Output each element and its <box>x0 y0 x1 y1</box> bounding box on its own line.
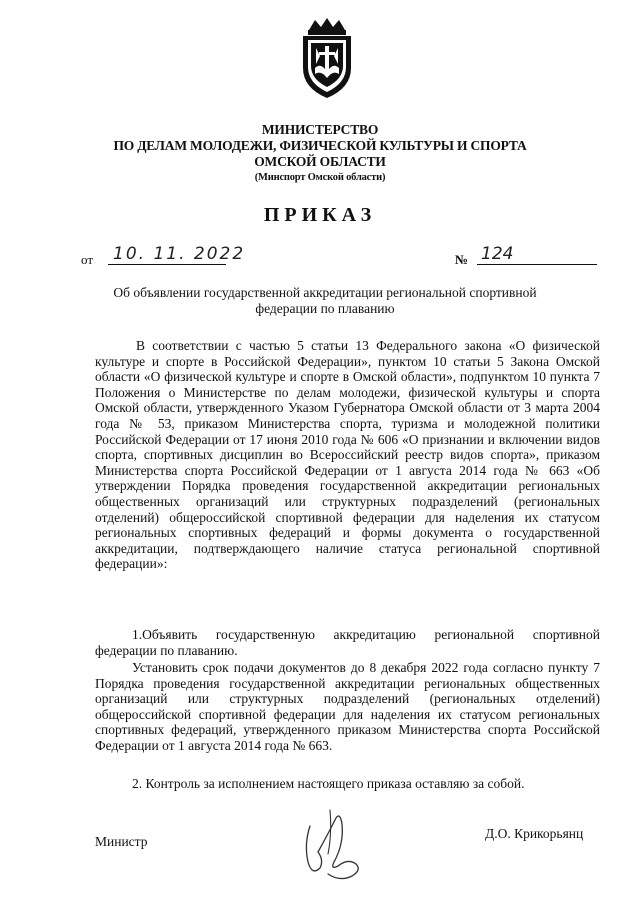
signer-name: Д.О. Крикорьянц <box>485 826 584 841</box>
number-prefix-label: № <box>455 252 469 267</box>
order-subject: Об объявлении государственной аккредитации региональной спортивной федерации по плаванию <box>113 285 537 316</box>
date-underline <box>108 264 226 265</box>
ministry-title-line1: МИНИСТЕРСТВО <box>261 122 379 137</box>
document-type-title: ПРИКАЗ <box>263 204 377 226</box>
date-value: 10. 11. 2022 <box>113 244 246 264</box>
number-underline <box>477 264 597 265</box>
handwritten-signature <box>290 804 380 884</box>
coat-of-arms-icon <box>295 16 359 100</box>
signer-role: Министр <box>95 834 148 849</box>
item-1-paragraph: 1.Объявить государственную аккредитацию региональной спортивной федерации по плаванию. <box>95 627 600 658</box>
ministry-title-line2: ПО ДЕЛАМ МОЛОДЕЖИ, ФИЗИЧЕСКОЙ КУЛЬТУРЫ И СПОРТА <box>113 138 527 153</box>
item-1-detail-paragraph: Установить срок подачи документов до 8 декабря 2022 года согласно пункту 7 Порядка проведения государственной аккредитации региональных общественных организаций или структурных подразделений (региональных отделений) общероссийской спортивной федерации для наделения их статусом региональных спортивных федераций, утвержденного приказом Министерства спорта Российской Федерации от 1 августа 2014 года № 663. <box>95 660 600 753</box>
item-2-paragraph: 2. Контроль за исполнением настоящего приказа оставляю за собой. <box>132 776 525 791</box>
ministry-header <box>0 122 640 186</box>
preamble-paragraph: В соответствии с частью 5 статьи 13 Федерального закона «О физической культуре и спорте в Российской Федерации», пунктом 10 статьи 5 Закона Омской области «О физической культуре и спорте в Омской области», подпунктом 10 пункта 7 Положения о Министерстве по делам молодежи, физической культуры и спорта Омской области, утвержденного Указом Губернатора Омской области от 3 марта 2004 года № 53, приказом Министерства спорта, туризма и молодежной политики Российской Федерации от 17 июня 2010 года № 606 «О признании и включении видов спорта, спортивных дисциплин во Всероссийский реестр видов спорта», приказом Министерства спорта Российской Федерации от 1 августа 2014 года № 663 «Об утверждении Порядка проведения государственной аккредитации региональных общественных организаций или структурных подразделений (региональных отделений) общероссийской спортивной федерации для наделения их статусом региональных спортивных федераций и формы документа о государственной аккредитации, подтверждающего наличие статуса региональной спортивной федерации»: <box>95 338 600 572</box>
number-value: 124 <box>481 244 514 264</box>
ministry-title-line3: ОМСКОЙ ОБЛАСТИ <box>254 154 386 169</box>
date-prefix-label: от <box>81 252 94 267</box>
ministry-abbreviation: (Минспорт Омской области) <box>254 172 386 183</box>
